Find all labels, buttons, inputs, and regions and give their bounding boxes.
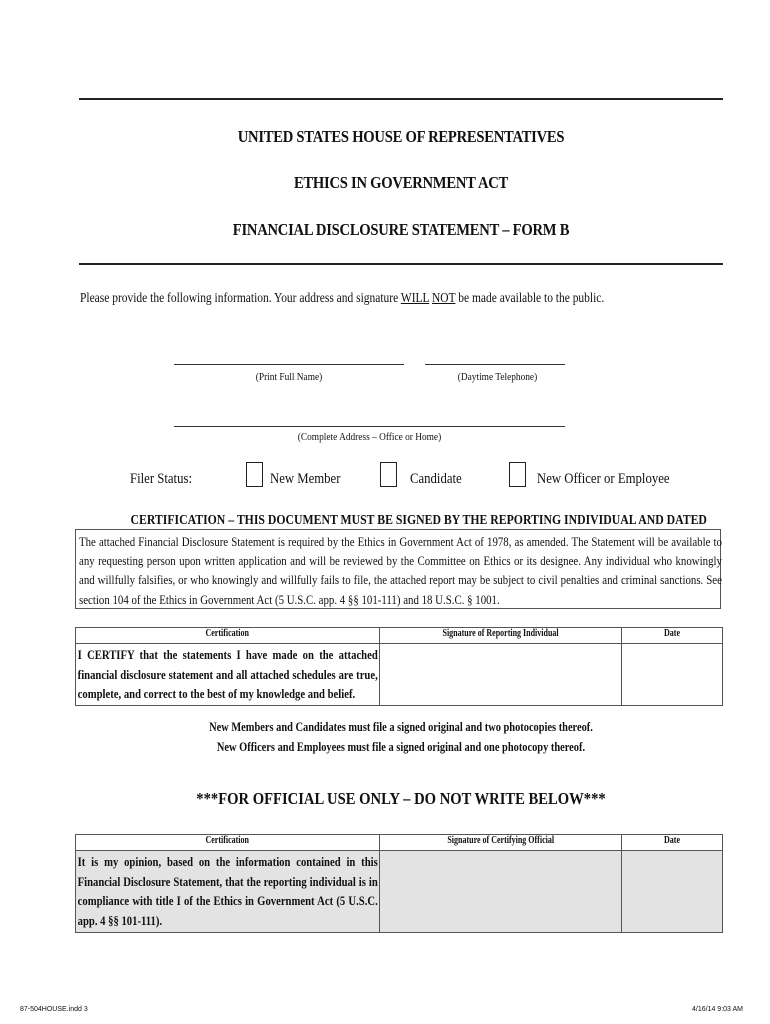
certification-paragraph: The attached Financial Disclosure Statement is required by the Ethics in Government Act of 1978, as amended. The Statement will be available to any requesting person upon written application and will be reviewed by the Committee on Ethics or its designee. Any individual who knowingly and willfully falsifies, or who knowingly and willfully fails to file, the attached report may be subject to civil penalties and criminal sanctions. See section 104 of the Ethics in Government Act (5 U.S.C. app. 4 §§ 101-111) and 18 U.S.C. § 1001. [79, 534, 722, 607]
certification-heading: CERTIFICATION – THIS DOCUMENT MUST BE SIGNED BY THE REPORTING INDIVIDUAL AND DATED [130, 513, 707, 528]
candidate-label: Candidate [410, 471, 462, 487]
official-use-heading: ***FOR OFFICIAL USE ONLY – DO NOT WRITE BELOW*** [196, 789, 606, 808]
form-title-statement: FINANCIAL DISCLOSURE STATEMENT – FORM B [232, 220, 570, 239]
telephone-caption: (Daytime Telephone) [457, 371, 538, 383]
reporting-header-signature: Signature of Reporting Individual [380, 628, 622, 644]
note-members-candidates: New Members and Candidates must file a signed original and two photocopies thereof. [209, 719, 593, 734]
header-bottom-rule [79, 263, 723, 265]
reporting-signature-cell[interactable] [380, 644, 622, 706]
note-officers-employees: New Officers and Employees must file a signed original and one photocopy thereof. [216, 739, 586, 754]
reporting-certify-cell [76, 644, 380, 706]
candidate-checkbox[interactable] [380, 462, 397, 487]
new-officer-label: New Officer or Employee [537, 471, 670, 487]
official-header-signature: Signature of Certifying Official [380, 835, 622, 851]
form-title-act: ETHICS IN GOVERNMENT ACT [293, 173, 509, 192]
intro-text [80, 291, 604, 307]
address-field[interactable] [174, 426, 565, 427]
official-header-date: Date [622, 835, 723, 851]
reporting-header-date: Date [622, 628, 723, 644]
new-officer-checkbox[interactable] [509, 462, 526, 487]
official-opinion-cell [76, 851, 380, 933]
intro-text-start: Please provide the following information. Your address and signature [80, 291, 401, 306]
intro-text-end: be made available to the public. [455, 291, 605, 306]
official-opinion-text: It is my opinion, based on the information contained in this Financial Disclosure Statement, that the reporting individual is in compliance with title I of the Ethics in Government Act (5 U.S.C. app. 4 §§ 101-111). [77, 854, 378, 928]
official-signature-table [75, 834, 723, 933]
official-signature-cell [380, 851, 622, 933]
filer-status-label: Filer Status: [130, 471, 192, 487]
address-caption: (Complete Address – Office or Home) [297, 431, 442, 443]
intro-not: NOT [431, 291, 456, 306]
top-rule [79, 98, 723, 100]
telephone-field[interactable] [425, 364, 565, 365]
footer-file-info: 87-504HOUSE.indd 3 [20, 1006, 88, 1013]
certification-notice-box [75, 529, 721, 609]
certify-statement: I CERTIFY that the statements I have made on the attached financial disclosure statement and all attached schedules are true, complete, and correct to the best of my knowledge and belief. [77, 647, 378, 701]
form-title-house: UNITED STATES HOUSE OF REPRESENTATIVES [237, 127, 565, 146]
full-name-caption: (Print Full Name) [255, 371, 323, 383]
reporting-date-cell[interactable] [622, 644, 723, 706]
reporting-signature-table [75, 627, 723, 706]
official-header-certification: Certification [76, 835, 380, 851]
official-date-cell [622, 851, 723, 933]
reporting-header-certification: Certification [76, 628, 380, 644]
full-name-field[interactable] [174, 364, 404, 365]
footer-timestamp: 4/16/14 9:03 AM [692, 1006, 743, 1013]
new-member-label: New Member [270, 471, 341, 487]
intro-will: WILL [400, 291, 430, 306]
new-member-checkbox[interactable] [246, 462, 263, 487]
